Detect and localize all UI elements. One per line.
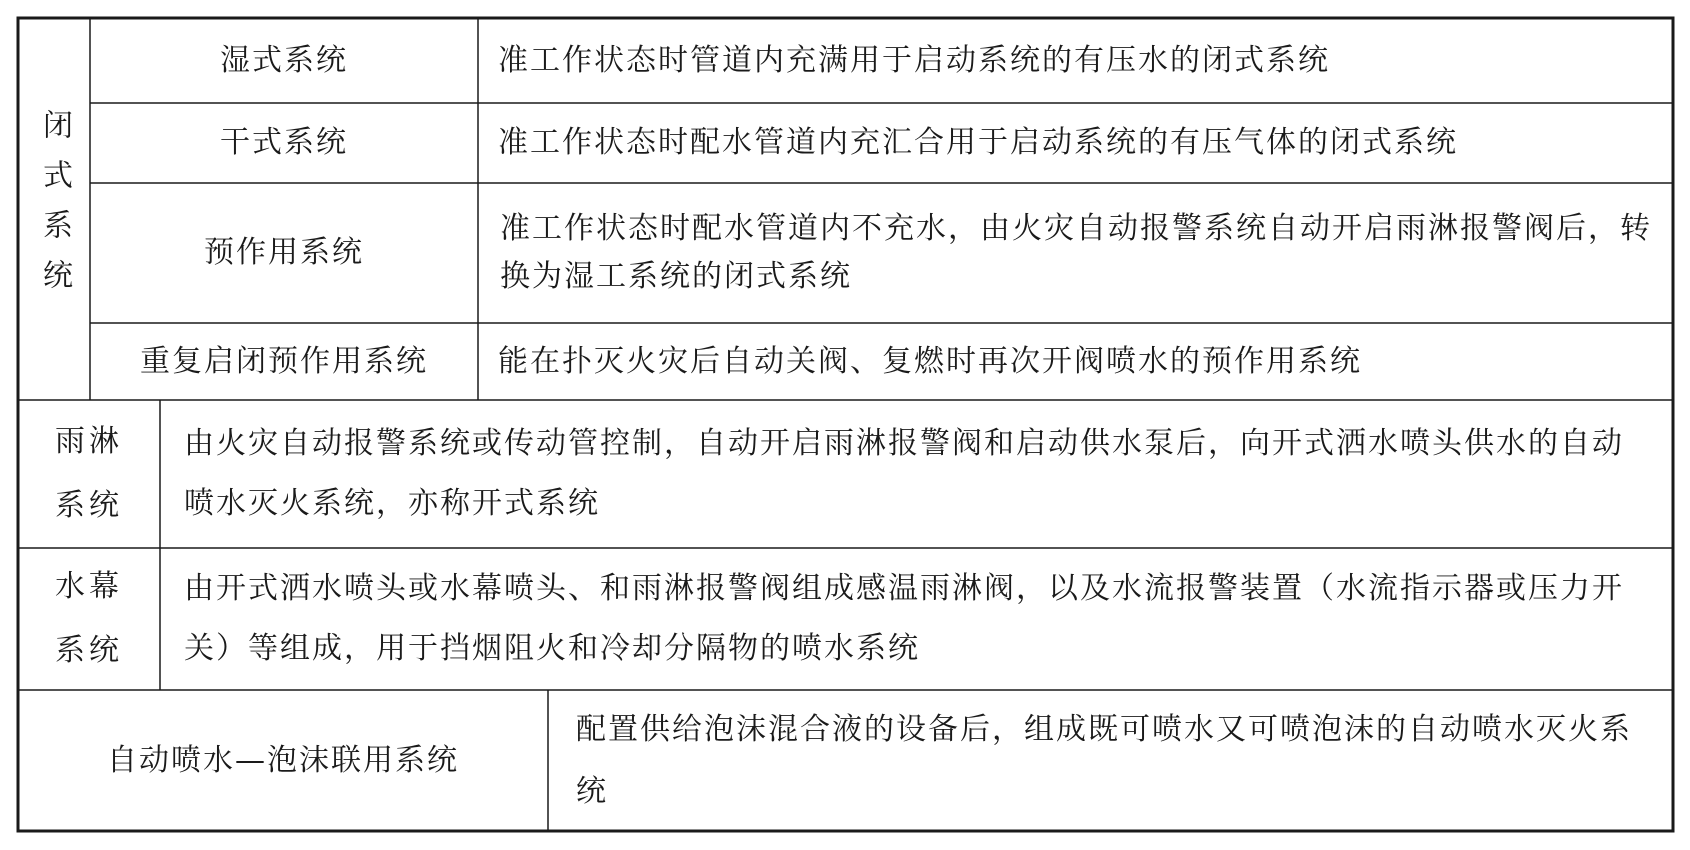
curtain-system-desc: 由开式洒水喷头或水幕喷头、和雨淋报警阀组成感温雨淋阀，以及水流报警装置（水流指示器或压力开关）等组成，用于挡烟阻火和冷却分隔物的喷水系统 <box>184 571 1624 666</box>
curtain-system-label-cell <box>18 548 160 690</box>
foam-system-label: 自动喷水—泡沫联用系统 <box>107 742 459 778</box>
closed-row-3-desc: 准工作状态时配水管道内不充水，由火灾自动报警系统自动开启雨淋报警阀后，转换为湿工系统的闭式系统 <box>500 211 1652 294</box>
closed-row-4-name: 重复启闭预作用系统 <box>140 343 428 379</box>
closed-row-3-name: 预作用系统 <box>204 235 364 270</box>
deluge-system-label-cell <box>18 400 160 548</box>
closed-row-2-name: 干式系统 <box>220 125 348 160</box>
closed-system-label-text: 闭式系统 <box>37 109 72 309</box>
curtain-system-label: 水幕系统 <box>55 569 123 668</box>
deluge-system-label: 雨淋系统 <box>55 424 123 523</box>
closed-system-group-label <box>18 18 90 400</box>
closed-row-2-desc: 准工作状态时配水管道内充汇合用于启动系统的有压气体的闭式系统 <box>498 125 1458 160</box>
foam-system-desc: 配置供给泡沫混合液的设备后，组成既可喷水又可喷泡沫的自动喷水灭火系统 <box>576 711 1632 809</box>
closed-row-1-desc: 准工作状态时管道内充满用于启动系统的有压水的闭式系统 <box>498 42 1330 78</box>
closed-row-1-name: 湿式系统 <box>220 42 348 78</box>
closed-row-4-desc: 能在扑灭火灾后自动关阀、复燃时再次开阀喷水的预作用系统 <box>498 343 1362 379</box>
deluge-system-desc: 由火灾自动报警系统或传动管控制，自动开启雨淋报警阀和启动供水泵后，向开式洒水喷头供水的自动喷水灭火系统，亦称开式系统 <box>184 426 1624 521</box>
